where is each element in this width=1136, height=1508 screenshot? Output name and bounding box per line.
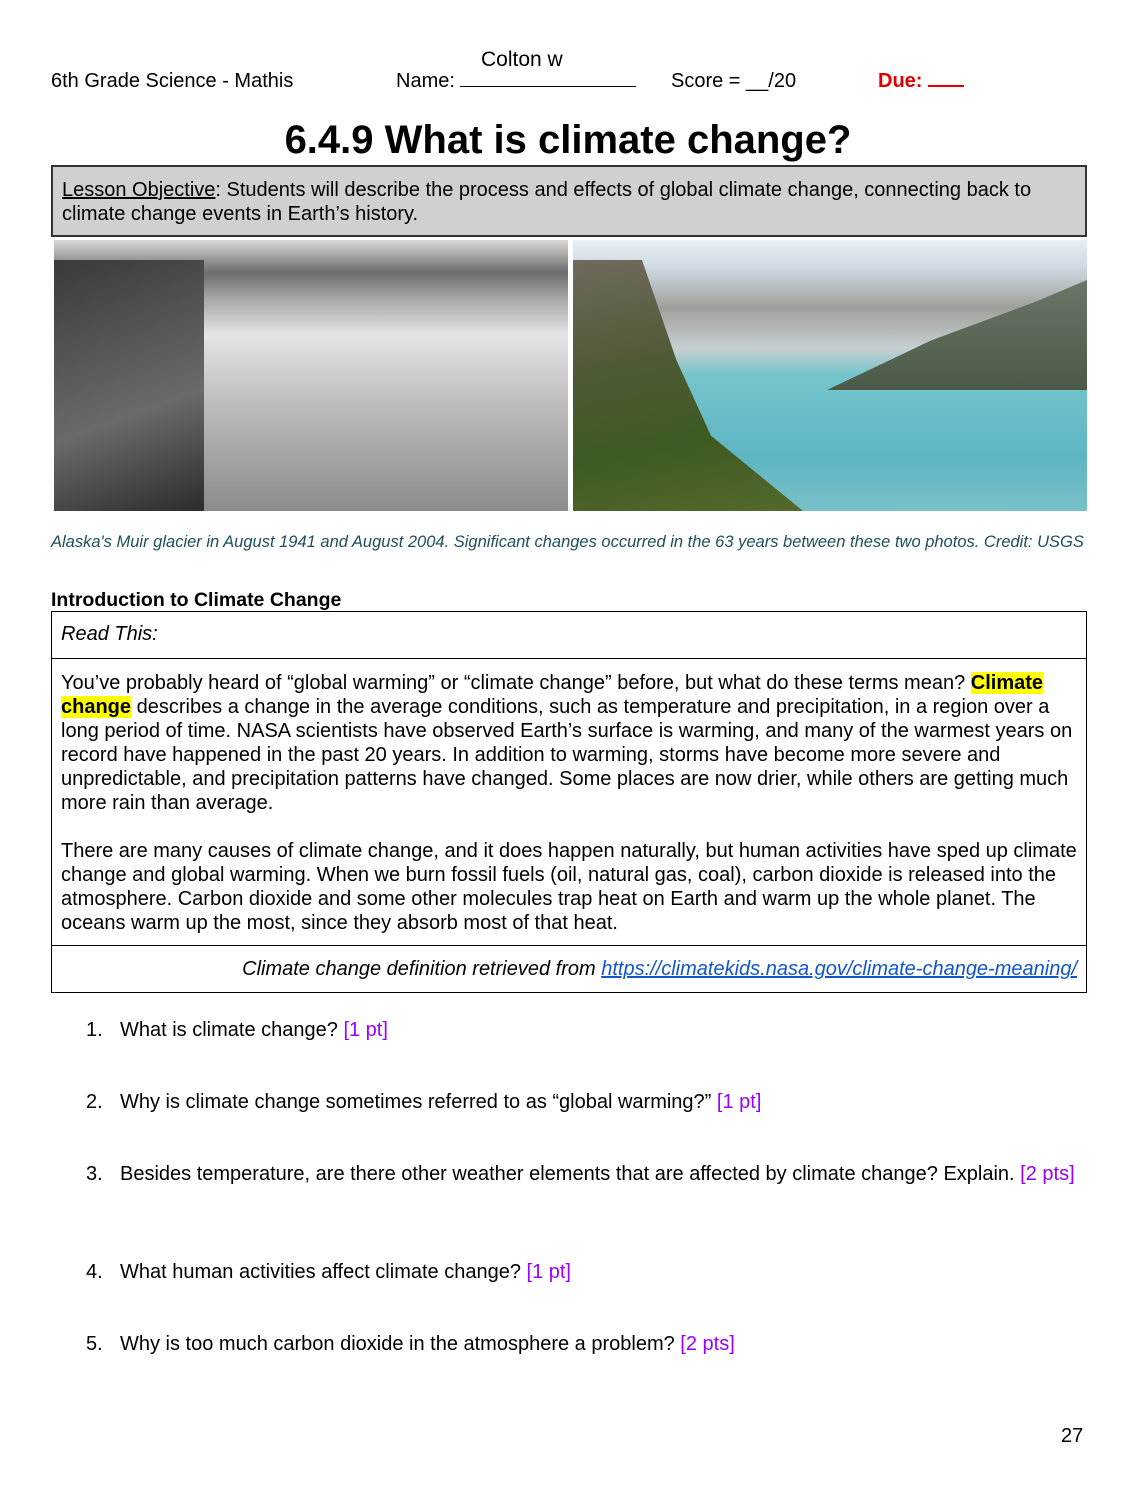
question-prompt: What human activities affect climate change? — [120, 1261, 527, 1283]
objective-label: Lesson Objective — [62, 179, 216, 201]
objective-text: : Students will describe the process and effects of global climate change, connecting back to climate change events in Earth’s history. — [62, 179, 1032, 225]
reading-table — [51, 611, 1087, 993]
question-3 — [86, 1162, 1096, 1187]
paragraph-2: There are many causes of climate change, and it does happen naturally, but human activities have sped up climate change and global warming. When we burn fossil fuels (oil, natural gas, coal), carbon dioxide is released into the atmosphere. Carbon dioxide and some other molecules trap heat on Earth and warm up the whole planet. The oceans warm up the most, since they absorb most of that heat. — [61, 840, 1077, 934]
reading-header: Read This: — [52, 612, 1086, 659]
question-prompt: Why is too much carbon dioxide in the atmosphere a problem? — [120, 1333, 681, 1355]
due-field — [878, 70, 964, 93]
page-title: 6.4.9 What is climate change? — [284, 118, 852, 162]
score-label: Score = __/20 — [671, 70, 797, 92]
question-number: 3. — [86, 1163, 103, 1185]
question-prompt: What is climate change? — [120, 1019, 344, 1041]
question-points: [1 pt] — [716, 1091, 762, 1113]
glacier-photo-2004 — [573, 240, 1087, 511]
due-label: Due: — [878, 70, 923, 92]
question-points: [2 pts] — [1020, 1163, 1075, 1185]
glacier-photo-1941 — [54, 240, 568, 511]
question-text — [120, 1332, 735, 1357]
name-field — [396, 70, 636, 93]
climate-change-term: Climate change — [61, 672, 1044, 718]
question-number: 2. — [86, 1091, 103, 1113]
question-number: 4. — [86, 1261, 103, 1283]
paragraph-1 — [61, 671, 1077, 815]
photo-caption: Alaska's Muir glacier in August 1941 and August 2004. Significant changes occurred in the 63 years between these two photos. Credit: USGS — [51, 533, 1084, 551]
question-number: 1. — [86, 1019, 103, 1041]
question-points: [1 pt] — [343, 1019, 388, 1041]
question-5 — [86, 1332, 1096, 1357]
question-number: 5. — [86, 1333, 103, 1355]
student-name[interactable]: Colton w — [481, 48, 563, 71]
question-prompt: Besides temperature, are there other weather elements that are affected by climate change? Explain. — [120, 1163, 1021, 1185]
course-label: 6th Grade Science - Mathis — [51, 70, 294, 92]
question-2 — [86, 1090, 1096, 1115]
p1-start: You’ve probably heard of “global warming” or “climate change” before, but what do these terms mean? — [61, 672, 971, 694]
question-text — [120, 1018, 388, 1043]
due-blank — [928, 85, 964, 87]
question-4 — [86, 1260, 1096, 1285]
lesson-objective-box — [51, 165, 1087, 237]
page-number: 27 — [1061, 1425, 1084, 1447]
name-blank — [460, 86, 636, 87]
question-1 — [86, 1018, 1096, 1043]
source-link[interactable]: https://climatekids.nasa.gov/climate-change-meaning/ — [601, 958, 1077, 980]
name-label: Name: — [396, 70, 455, 92]
question-points: [1 pt] — [526, 1261, 571, 1283]
source-row — [52, 946, 1086, 992]
section-title: Introduction to Climate Change — [51, 589, 342, 611]
question-text — [120, 1260, 571, 1285]
p1-rest: describes a change in the average conditions, such as temperature and precipitation, in a region over a long period of time. NASA scientists have observed Earth’s surface is warming, and many of the warmest years on record have happened in the past 20 years. In addition to warming, storms have become more severe and unpredictable, and precipitation patterns have changed. Some places are now drier, while others are getting much more rain than average. — [61, 696, 1073, 814]
reading-body — [52, 659, 1086, 946]
question-prompt: Why is climate change sometimes referred to as “global warming?” — [120, 1091, 717, 1113]
source-text: Climate change definition retrieved from — [242, 958, 602, 980]
question-text — [120, 1090, 761, 1115]
question-points: [2 pts] — [680, 1333, 735, 1355]
question-text — [120, 1162, 1075, 1187]
